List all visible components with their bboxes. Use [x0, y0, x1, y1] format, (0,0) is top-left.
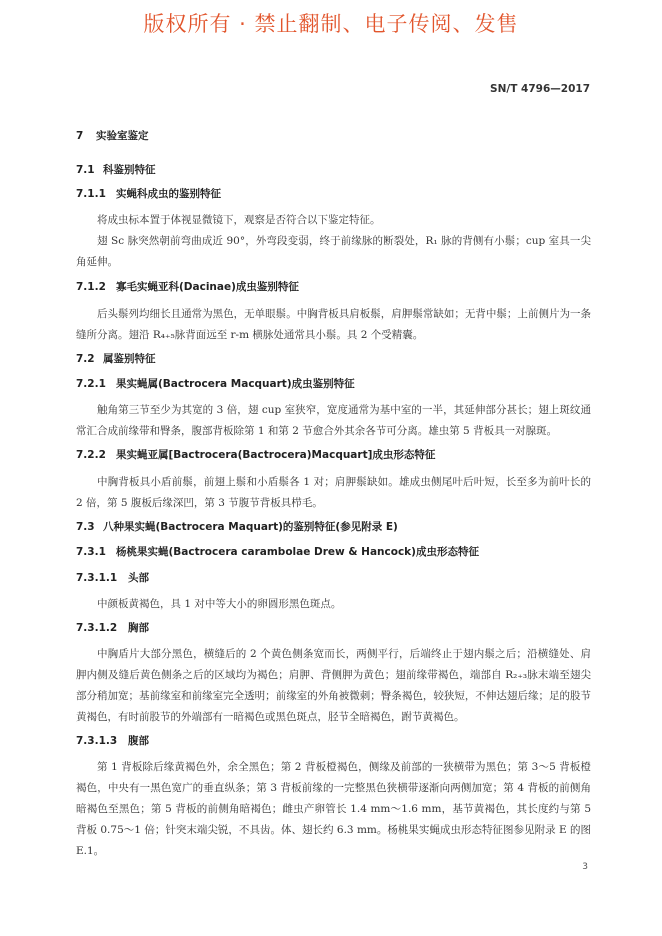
section-heading: [76, 376, 591, 400]
heading-title: 八种果实蝇(Bactrocera Maquart)的鉴别特征(参见附录 E): [103, 521, 398, 533]
section-heading: [76, 519, 591, 543]
body-paragraph: 将成虫标本置于体视显微镜下，观察是否符合以下鉴定特征。: [97, 214, 381, 226]
heading-title: 寡毛实蝇亚科(Dacinae)成虫鉴别特征: [116, 281, 299, 293]
heading-title: 果实蝇属(Bactrocera Macquart)成虫鉴别特征: [116, 378, 355, 390]
heading-number: 7.3.1.3: [76, 735, 118, 747]
section-heading: [76, 544, 591, 569]
heading-number: 7.3.1.1: [76, 572, 118, 584]
heading-title: 头部: [128, 572, 149, 584]
body-paragraph: 后头鬃列均细长且通常为黑色，无单眼鬃。中胸背板具肩板鬃，肩胛鬃常缺如；无背中鬃；上前侧片为一条缝所分离。翅沿 R₄₊₅脉背面远至 r-m 横脉处通常具小鬃。具 2 个受精囊。: [76, 308, 591, 341]
heading-title: 实验室鉴定: [96, 130, 149, 142]
heading-number: 7.3.1: [76, 546, 106, 558]
copyright-watermark: 版权所有 · 禁止翻制、电子传阅、发售: [143, 12, 519, 36]
heading-title: 实蝇科成虫的鉴别特征: [116, 188, 221, 200]
section-heading: [76, 733, 591, 757]
section-heading: [76, 447, 591, 472]
heading-title: 杨桃果实蝇(Bactrocera carambolae Drew & Hancock)成虫形态特征: [116, 546, 479, 558]
section-heading: [76, 279, 591, 304]
heading-number: 7.2.1: [76, 378, 106, 390]
heading-number: 7.1.2: [76, 281, 106, 293]
body-paragraph: 第 1 背板除后缘黄褐色外，余全黑色；第 2 背板橙褐色，侧缘及前部的一狭横带为黑色；第 3～5 背板橙褐色，中央有一黑色宽广的垂直纵条；第 3 背板前缘的一完整黑色狭横带逐渐向两侧加宽；第 4 背板的前侧角暗褐色至黑色；第 5 背板的前侧角暗褐色；雌虫产卵管长 1.4 mm～1.6 mm，基节黄褐色，其长度约与第 5 背板 0.75～1 倍；针突末端尖锐，不具齿。体、翅长约 6.3 mm。杨桃果实蝇成虫形态特征图参见附录 E 的图 E.1。: [76, 761, 591, 857]
body-paragraph: 中胸背板具小盾前鬃，前翅上鬃和小盾鬃各 1 对；肩胛鬃缺如。雄成虫侧尾叶后叶短，长至多为前叶长的 2 倍，第 5 腹板后缘深凹，第 3 节腹节背板具栉毛。: [76, 476, 591, 509]
section-heading: [76, 162, 591, 185]
heading-title: 腹部: [128, 735, 149, 747]
heading-number: 7.1: [76, 164, 95, 176]
body-paragraph: 中颜板黄褐色，具 1 对中等大小的卵圆形黑色斑点。: [97, 598, 342, 610]
standard-number: SN/T 4796—2017: [490, 83, 590, 95]
heading-title: 科鉴别特征: [103, 164, 156, 176]
heading-title: 果实蝇亚属[Bactrocera(Bactrocera)Macquart]成虫形态特征: [116, 449, 436, 461]
section-heading: [76, 128, 591, 150]
section-heading: [76, 351, 591, 375]
heading-title: 胸部: [128, 622, 149, 634]
body-paragraph: 翅 Sc 脉突然朝前弯曲成近 90°，外弯段变弱，终于前缘脉的断裂处，R₁ 脉的背侧有小鬃；cup 室具一尖角延伸。: [76, 235, 591, 268]
section-heading: [76, 570, 591, 594]
heading-number: 7.2.2: [76, 449, 106, 461]
page-number: 3: [582, 862, 588, 872]
heading-number: 7.3.1.2: [76, 622, 118, 634]
heading-number: 7.1.1: [76, 188, 106, 200]
body-paragraph: 中胸盾片大部分黑色，横缝后的 2 个黄色侧条宽而长，两侧平行，后端终止于翅内鬃之后；沿横缝处、肩胛内侧及缝后黄色侧条之后的区域均为褐色；肩胛、背侧胛为黄色；翅前缘带褐色，端部自 R₂₊₃脉末端至翅尖部分稍加宽；基前缘室和前缘室完全透明；前缘室的外角被微刺；臀条褐色，较狭短，不伸达翅后缘；足的股节黄褐色，有时前股节的外端部有一暗褐色或黑色斑点，胫节全暗褐色，跗节黄褐色。: [76, 648, 591, 723]
section-heading: [76, 620, 591, 644]
heading-number: 7.3: [76, 521, 95, 533]
heading-number: 7.2: [76, 353, 95, 365]
body-paragraph: 触角第三节至少为其宽的 3 倍，翅 cup 室狭窄，宽度通常为基中室的一半，其延伸部分甚长；翅上斑纹通常汇合成前缘带和臀条，腹部背板除第 1 和第 2 节愈合外其余各节可分离。雄虫第 5 背板具一对腺斑。: [76, 404, 591, 437]
heading-number: 7: [76, 130, 84, 142]
heading-title: 属鉴别特征: [103, 353, 156, 365]
document-body: [76, 128, 591, 862]
section-heading: [76, 186, 591, 210]
